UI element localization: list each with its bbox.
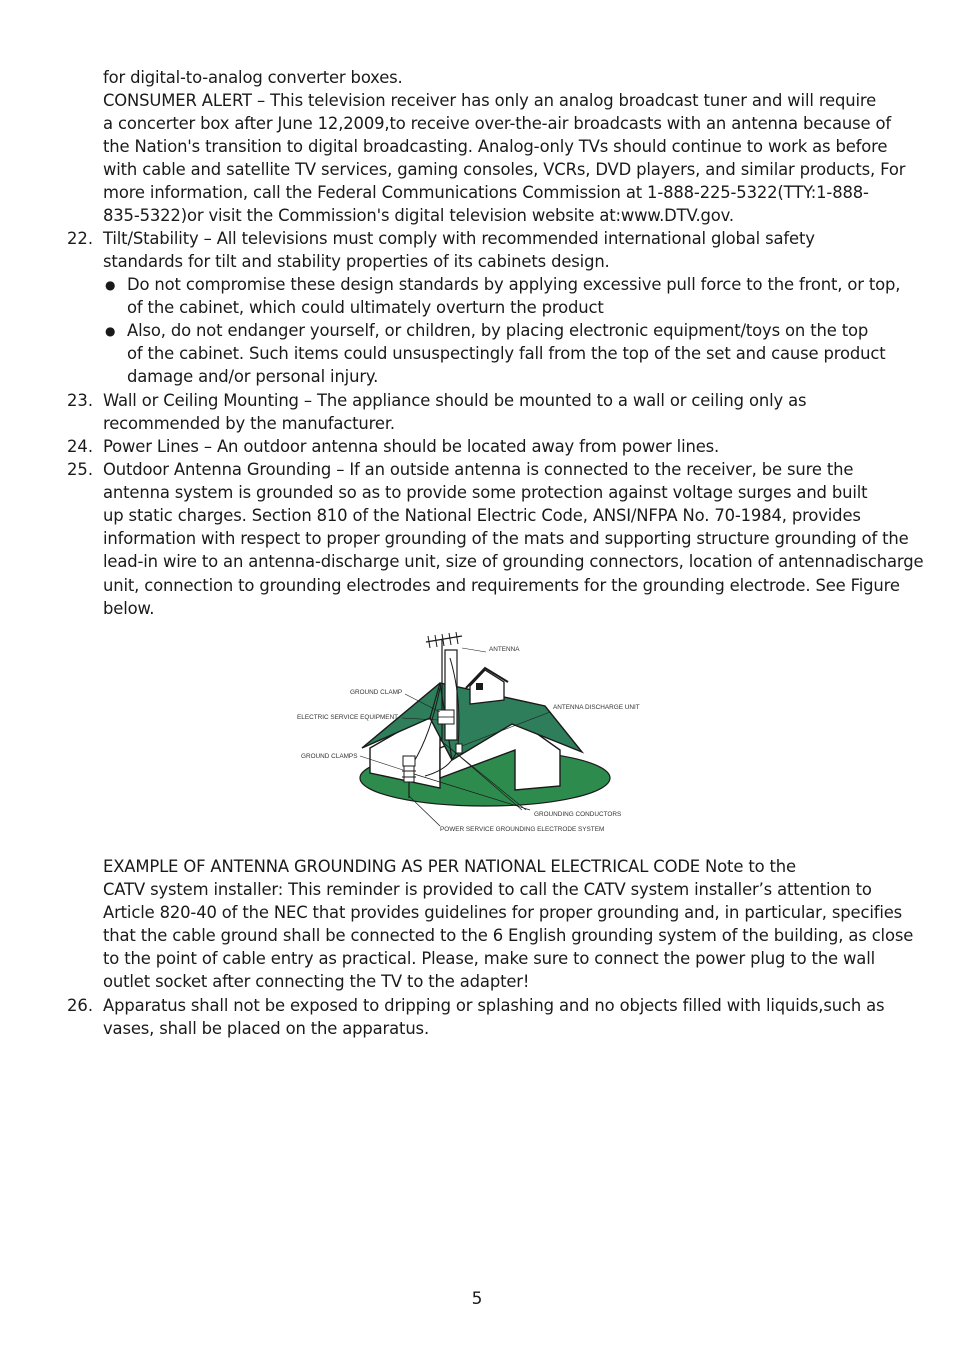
bullet-text: of the cabinet, which could ultimately overturn the product [127, 298, 604, 317]
bullet-text: Also, do not endanger yourself, or children, by placing electronic equipment/toys on the top [127, 321, 869, 340]
catv-note-text: outlet socket after connecting the TV to the adapter! [103, 972, 530, 991]
catv-note-text: to the point of cable entry as practical. Please, make sure to connect the power plug to the wall [103, 949, 876, 968]
dormer [470, 670, 504, 704]
catv-note-text: CATV system installer: This reminder is provided to call the CATV system installer’s attention to [103, 880, 872, 899]
item-23-text: recommended by the manufacturer. [103, 414, 395, 433]
antenna-mast-chimney [445, 650, 457, 740]
bullet-text: damage and/or personal injury. [127, 367, 379, 386]
item-25-text: below. [103, 599, 155, 618]
body-text-line: a concerter box after June 12,2009,to receive over-the-air broadcasts with an antenna because of [103, 114, 892, 133]
catv-note-text: Article 820-40 of the NEC that provides guidelines for proper grounding and, in particular, specifies [103, 903, 903, 922]
label-antenna-discharge-unit: ANTENNA DISCHARGE UNIT [553, 704, 640, 711]
label-power-service-grounding: POWER SERVICE GROUNDING ELECTRODE SYSTEM [440, 826, 605, 833]
item-number: 26. [67, 996, 94, 1015]
body-text-line: the Nation's transition to digital broadcasting. Analog-only TVs should continue to work as before [103, 137, 888, 156]
body-text-line: for digital-to-analog converter boxes. [103, 68, 403, 87]
item-25-text: up static charges. Section 810 of the National Electric Code, ANSI/NFPA No. 70-1984, provides [103, 506, 861, 525]
figure-caption-text: EXAMPLE OF ANTENNA GROUNDING AS PER NATIONAL ELECTRICAL CODE Note to the [103, 857, 796, 876]
body-text-line: more information, call the Federal Communications Commission at 1-888-225-5322(TTY:1-888- [103, 183, 869, 202]
label-electric-service-equipment: ELECTRIC SERVICE EQUIPMENT [297, 714, 399, 721]
body-text-line: 835-5322)or visit the Commission's digital television website at:www.DTV.gov. [103, 206, 734, 225]
item-25-text: information with respect to proper grounding of the mats and supporting structure grounding of the [103, 529, 909, 548]
item-25-text: antenna system is grounded so as to provide some protection against voltage surges and built [103, 483, 868, 502]
label-grounding-conductors: GROUNDING CONDUCTORS [534, 811, 622, 818]
consumer-alert-line: CONSUMER ALERT – This television receiver has only an analog broadcast tuner and will require [103, 91, 877, 110]
item-number: 24. [67, 437, 94, 456]
item-25-text: unit, connection to grounding electrodes and requirements for the grounding electrode. See Figure [103, 576, 900, 595]
antenna-grounding-diagram [290, 628, 650, 838]
electric-service-equipment [403, 756, 415, 766]
ground-clamps [404, 766, 414, 782]
antenna-grounding-figure [290, 628, 650, 838]
item-25-text: Outdoor Antenna Grounding – If an outside antenna is connected to the receiver, be sure the [103, 460, 854, 479]
antenna-leader [462, 648, 486, 652]
label-ground-clamp: GROUND CLAMP [350, 689, 403, 696]
label-antenna: ANTENNA [489, 646, 520, 653]
bullet-mark: ● [105, 278, 116, 292]
antenna-discharge-unit [456, 744, 462, 753]
catv-note-text: that the cable ground shall be connected to the 6 English grounding system of the building, as close [103, 926, 914, 945]
antenna-element [456, 632, 458, 644]
bullet-text: Do not compromise these design standards by applying excessive pull force to the front, or top, [127, 275, 901, 294]
body-text-line: with cable and satellite TV services, gaming consoles, VCRs, DVD players, and similar products, For [103, 160, 906, 179]
item-number: 25. [67, 460, 94, 479]
bullet-text: of the cabinet. Such items could unsuspectingly fall from the top of the set and cause product [127, 344, 886, 363]
item-23-text: Wall or Ceiling Mounting – The appliance should be mounted to a wall or ceiling only as [103, 391, 807, 410]
item-26-text: vases, shall be placed on the apparatus. [103, 1019, 430, 1038]
antenna-element [449, 633, 451, 645]
item-22-text: Tilt/Stability – All televisions must comply with recommended international global safety [103, 229, 815, 248]
label-ground-clamps: GROUND CLAMPS [301, 753, 358, 760]
item-24-text: Power Lines – An outdoor antenna should be located away from power lines. [103, 437, 720, 456]
dormer-window [476, 683, 483, 690]
item-22-text: standards for tilt and stability properties of its cabinets design. [103, 252, 610, 271]
item-25-text: lead-in wire to an antenna-discharge unit, size of grounding connectors, location of antennadischarge [103, 552, 924, 571]
item-26-text: Apparatus shall not be exposed to dripping or splashing and no objects filled with liquids,such as [103, 996, 885, 1015]
bullet-mark: ● [105, 324, 116, 338]
item-number: 23. [67, 391, 94, 410]
item-number: 22. [67, 229, 94, 248]
page-number: 5 [471, 1289, 483, 1309]
